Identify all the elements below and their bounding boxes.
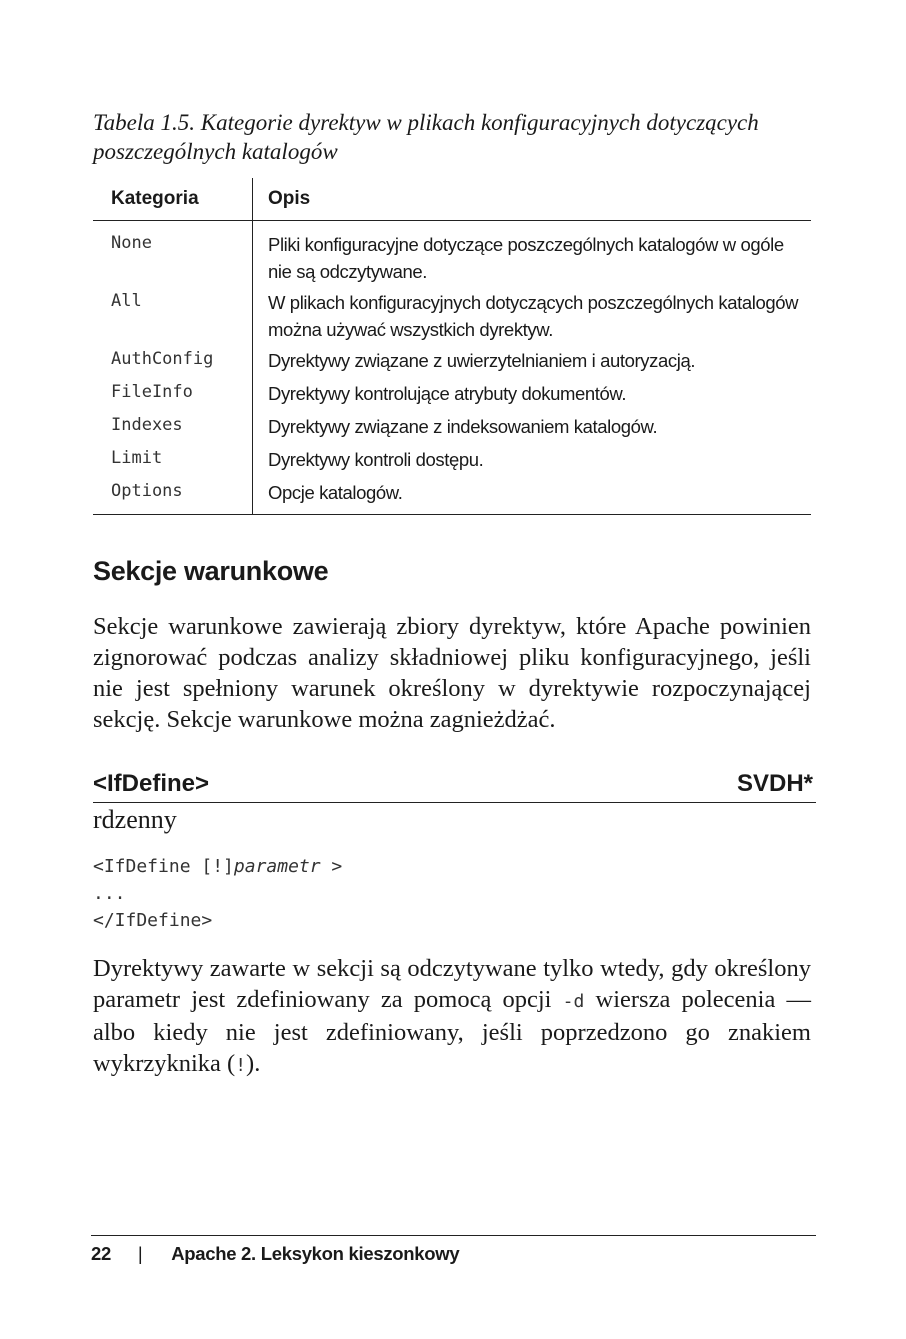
syntax-close: >	[320, 856, 343, 877]
syntax-param: parametr	[233, 856, 321, 877]
section-heading: Sekcje warunkowe	[93, 556, 329, 586]
description-cell: W plikach konfiguracyjnych dotyczących poszczególnych katalogów można używać wszystkich dyrektyw.	[268, 292, 799, 340]
table-row	[93, 407, 811, 440]
directive-header	[93, 770, 816, 803]
category-cell: Options	[93, 473, 253, 515]
description-cell: Dyrektywy związane z indeksowaniem katalogów.	[268, 416, 658, 437]
syntax-code-block	[93, 853, 342, 934]
description-cell: Opcje katalogów.	[253, 473, 812, 515]
category-cell: Indexes	[93, 407, 253, 440]
description-cell: Dyrektywy kontrolujące atrybuty dokumentów.	[268, 383, 627, 404]
column-header-category: Kategoria	[93, 178, 253, 221]
table-caption: Tabela 1.5. Kategorie dyrektyw w plikach konfiguracyjnych dotyczących poszczególnych katalogów	[93, 110, 759, 164]
footer-separator: |	[137, 1243, 143, 1264]
syntax-open: <IfDefine [!]	[93, 856, 234, 877]
table-row	[93, 343, 811, 374]
para2-after: ).	[246, 1050, 261, 1077]
category-cell: None	[93, 221, 253, 286]
category-cell: FileInfo	[93, 374, 253, 407]
syntax-end: </IfDefine>	[93, 910, 213, 931]
description-paragraph	[93, 953, 811, 1081]
description-cell: Pliki konfiguracyjne dotyczące poszczególnych katalogów w ogóle nie są odczytywane.	[268, 234, 784, 282]
category-cell: Limit	[93, 440, 253, 473]
table-header-row	[93, 178, 811, 221]
table-row	[93, 221, 811, 286]
syntax-dots: ...	[93, 883, 126, 904]
table-row	[93, 374, 811, 407]
column-header-description: Opis	[253, 178, 812, 221]
table-row	[93, 473, 811, 515]
para2-middle: wiersza polecenia — albo kiedy nie jest zdefiniowany, jeśli poprzedzono go znakiem wykrzyknika (	[93, 986, 811, 1077]
description-cell: Dyrektywy kontroli dostępu.	[268, 449, 484, 470]
para2-before: Dyrektywy zawarte w sekcji są odczytywane tylko wtedy, gdy określony parametr jest zdefiniowany za pomocą opcji	[93, 955, 811, 1013]
description-cell: Dyrektywy związane z uwierzytelnianiem i autoryzacją.	[268, 350, 696, 371]
page-footer	[91, 1235, 816, 1265]
bang-code: !	[235, 1055, 247, 1076]
book-title: Apache 2. Leksykon kieszonkowy	[171, 1243, 460, 1264]
intro-paragraph: Sekcje warunkowe zawierają zbiory dyrektyw, które Apache powinien zignorować podczas analizy składniowej pliku konfiguracyjnego, jeśli nie jest spełniony warunek określony w dyrektywie rozpoczynającej sekcję. Sekcje warunkowe można zagnieżdżać.	[93, 613, 811, 733]
category-cell: All	[93, 285, 253, 343]
table-row	[93, 285, 811, 343]
category-cell: AuthConfig	[93, 343, 253, 374]
directive-context: SVDH*	[736, 770, 813, 797]
directive-name: <IfDefine>	[93, 770, 210, 797]
directive-module: rdzenny	[93, 805, 177, 834]
table-row	[93, 440, 811, 473]
page-number: 22	[91, 1243, 111, 1264]
option-code: -d	[562, 991, 585, 1012]
directive-categories-table	[93, 178, 811, 515]
